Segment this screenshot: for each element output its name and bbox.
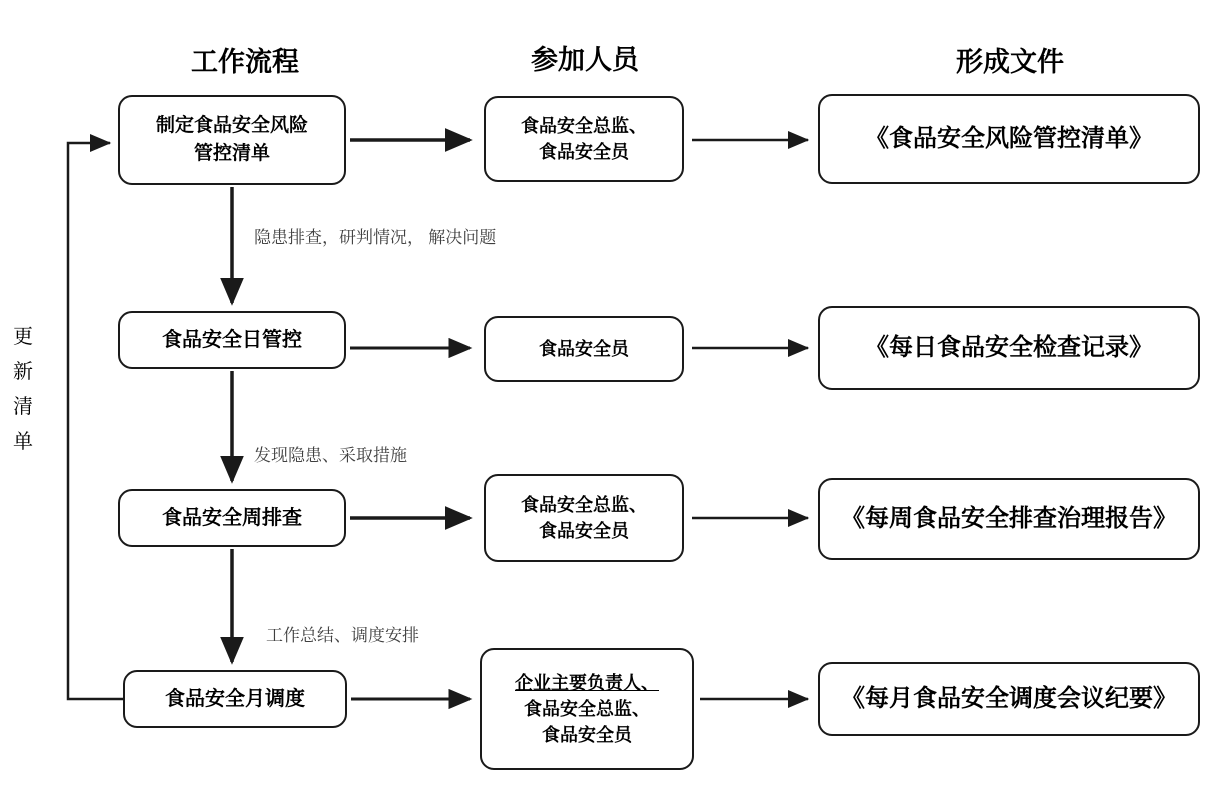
side-label-char: 新 [13,361,33,383]
people-node-4-line-1: 企业主要负责人、 [515,672,659,693]
document-node-3[interactable] [818,478,1200,560]
people-node-3[interactable] [484,474,684,562]
document-node-4-line-1: 《每月食品安全调度会议纪要》 [841,685,1177,712]
column-header-documents: 形成文件 [956,47,1064,77]
process-node-2[interactable] [118,311,346,369]
edge-label-1-line-1: 隐患排查，研判情况， [254,228,424,247]
side-label-char: 更 [13,326,33,348]
process-node-2-line-1: 食品安全日管控 [162,328,302,351]
document-node-1-line-1: 《食品安全风险管控清单》 [865,125,1153,152]
edge-label-1 [254,224,496,251]
document-node-3-line-1: 《每周食品安全排查治理报告》 [841,505,1177,532]
people-node-2-line-1: 食品安全员 [539,338,629,359]
people-node-1-line-2: 食品安全员 [539,142,629,162]
process-node-1[interactable] [118,95,346,185]
people-node-1[interactable] [484,96,684,182]
edge-label-1-line-2: 解决问题 [428,228,497,247]
process-node-3[interactable] [118,489,346,547]
edge-label-2 [254,442,407,469]
people-node-4[interactable] [480,648,694,770]
process-node-1-line-1: 制定食品安全风险 [155,115,308,137]
process-node-1-line-2: 管控清单 [193,143,270,164]
process-node-4-line-1: 食品安全月调度 [165,687,305,710]
people-node-3-line-1: 食品安全总监、 [521,494,647,515]
side-label-update-list [10,320,36,460]
edge-label-3-line-1: 工作总结、调度安排 [266,626,419,645]
edge-label-3 [266,622,419,649]
people-node-1-line-1: 食品安全总监、 [521,115,647,136]
side-label-char: 单 [13,431,33,453]
process-node-3-line-1: 食品安全周排查 [162,506,302,529]
document-node-2[interactable] [818,306,1200,390]
document-node-2-line-1: 《每日食品安全检查记录》 [865,334,1153,361]
side-label-char: 清 [13,396,33,418]
people-node-2[interactable] [484,316,684,382]
process-node-4[interactable] [123,670,347,728]
people-node-3-line-2: 食品安全员 [539,521,629,541]
document-node-4[interactable] [818,662,1200,736]
people-node-4-line-3: 食品安全员 [542,725,632,746]
edge-label-2-line-1: 发现隐患、采取措施 [254,446,407,465]
document-node-1[interactable] [818,94,1200,184]
column-header-participants: 参加人员 [531,45,639,75]
people-node-4-line-2: 食品安全总监、 [524,698,650,719]
column-header-workflow: 工作流程 [191,47,299,77]
